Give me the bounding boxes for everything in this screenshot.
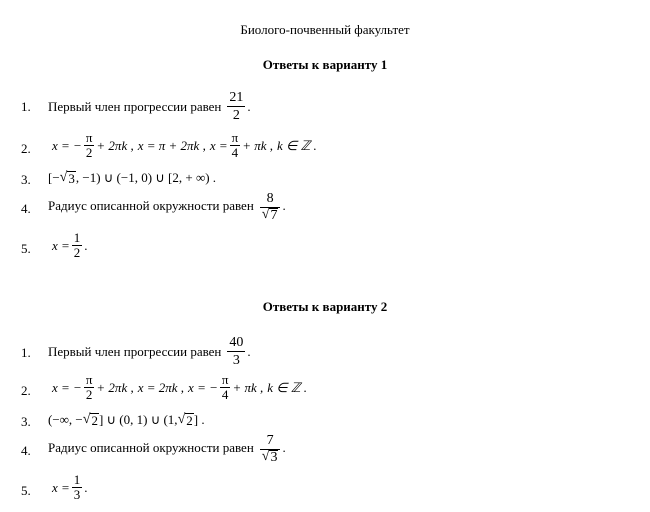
v2-answer4-end: .: [282, 440, 286, 455]
v1-answer4-fraction: [260, 190, 281, 222]
v2-answer3-root2: 2: [186, 413, 193, 428]
v1-answer1-text: Первый член прогрессии равен: [48, 98, 222, 114]
v2-answer4-numerator: 7: [266, 433, 274, 448]
v2-answer5-part1: x =: [52, 479, 70, 495]
v1-answer2-frac1: [84, 131, 95, 160]
v1-answer3-root: 3: [68, 171, 75, 186]
v1-answer3-part1: [−: [48, 170, 60, 185]
v2-answer2-frac2: [220, 373, 231, 402]
v2-answer3-sqrt1: √ 2: [82, 412, 98, 428]
v1-answer4-sqrt: √ 7: [261, 207, 278, 223]
v1-answer2-frac2-den: 4: [231, 145, 239, 160]
v2-answer2-part6: k ∈ ℤ .: [267, 379, 308, 395]
v1-answer2-part6: k ∈ ℤ .: [277, 137, 317, 153]
v1-answer2-part3: x = π + 2πk ,: [137, 137, 206, 153]
v1-answer5-number: 5.: [21, 241, 31, 256]
v1-answer3-part2: , −1) ∪ (−1, 0) ∪ [2, + ∞) .: [75, 170, 217, 185]
v2-answer4: [48, 432, 286, 464]
v1-answer5-fraction: [72, 231, 83, 260]
v2-answer2-part1: x = −: [52, 379, 82, 395]
v2-answer2-frac1: [84, 373, 95, 402]
v2-answer1-text: Первый член прогрессии равен: [48, 343, 222, 359]
v2-answer2-part2: + 2πk ,: [96, 379, 134, 395]
v2-answer5-end: .: [84, 479, 88, 495]
v2-answer4-text: Радиус описанной окружности равен: [48, 440, 254, 455]
v1-answer4: [48, 190, 286, 222]
v1-answer2-frac2-num: π: [231, 130, 239, 145]
v1-answer5-denominator: 2: [73, 245, 81, 260]
v1-answer4-numerator: 8: [266, 191, 274, 206]
v2-answer5-numerator: 1: [73, 472, 81, 487]
v2-answer2-part4: x = −: [188, 379, 218, 395]
v2-answer5-fraction: [72, 473, 83, 502]
v1-answer4-text: Радиус описанной окружности равен: [48, 198, 254, 213]
v2-answer3-sqrt2: √ 2: [177, 412, 193, 428]
v2-answer2-frac2-den: 4: [221, 387, 229, 402]
v2-answer1-end: .: [247, 343, 251, 359]
v1-answer1-numerator: 21: [229, 90, 244, 105]
v1-answer2-frac1-num: π: [85, 130, 93, 145]
v2-answer1-fraction: [227, 334, 245, 369]
v2-answer1-denominator: 3: [232, 353, 240, 368]
v2-answer2: [52, 373, 307, 402]
v2-answer1-numerator: 40: [229, 335, 244, 350]
variant2-title: Ответы к варианту 2: [262, 299, 388, 314]
v2-answer2-part3: x = 2πk ,: [137, 379, 185, 395]
v2-answer3: [48, 412, 205, 428]
v1-answer5-numerator: 1: [73, 230, 81, 245]
variant1-title: Ответы к варианту 1: [262, 57, 388, 72]
faculty-title: Биолого-почвенный факультет: [240, 22, 410, 37]
v1-answer5: [52, 231, 88, 260]
v2-answer1: [48, 334, 251, 369]
v2-answer2-frac2-num: π: [221, 372, 229, 387]
v1-answer2: [52, 131, 317, 160]
v1-answer2-part4: x =: [209, 137, 228, 153]
v1-answer1: [48, 89, 251, 124]
v1-answer2-part1: x = −: [52, 137, 82, 153]
v1-answer2-frac1-den: 2: [85, 145, 93, 160]
v1-answer2-part2: + 2πk ,: [96, 137, 134, 153]
v2-answer4-root: 3: [270, 450, 278, 465]
v2-answer2-frac1-den: 2: [85, 387, 93, 402]
v1-answer3-number: 3.: [21, 172, 31, 187]
v2-answer1-number: 1.: [21, 345, 31, 360]
v1-answer2-number: 2.: [21, 141, 31, 156]
v1-answer4-end: .: [282, 198, 286, 213]
v2-answer3-part1: (−∞, −: [48, 412, 83, 427]
v1-answer3-sqrt: √ 3: [59, 170, 75, 186]
v1-answer4-number: 4.: [21, 201, 31, 216]
v1-answer2-part5: + πk ,: [242, 137, 274, 153]
v1-answer5-part1: x =: [52, 237, 70, 253]
v1-answer1-number: 1.: [21, 99, 31, 114]
v2-answer4-number: 4.: [21, 443, 31, 458]
v2-answer3-root1: 2: [91, 413, 98, 428]
v2-answer4-sqrt: √ 3: [261, 449, 278, 465]
v2-answer5-denominator: 3: [73, 487, 81, 502]
v1-answer5-end: .: [84, 237, 88, 253]
v1-answer1-denominator: 2: [232, 108, 240, 123]
v2-answer4-fraction: [260, 432, 281, 464]
v2-answer5: [52, 473, 88, 502]
v2-answer2-part5: + πk ,: [232, 379, 264, 395]
v1-answer1-end: .: [247, 98, 251, 114]
v1-answer2-frac2: [230, 131, 241, 160]
v2-answer2-frac1-num: π: [85, 372, 93, 387]
v2-answer3-part2: ] ∪ (0, 1) ∪ (1,: [98, 412, 178, 427]
v2-answer3-part3: ] .: [193, 412, 205, 427]
v2-answer5-number: 5.: [21, 483, 31, 498]
v1-answer4-root: 7: [270, 208, 278, 223]
v1-answer1-fraction: [227, 89, 245, 124]
v2-answer2-number: 2.: [21, 383, 31, 398]
v2-answer3-number: 3.: [21, 414, 31, 429]
v1-answer3: [48, 170, 216, 186]
